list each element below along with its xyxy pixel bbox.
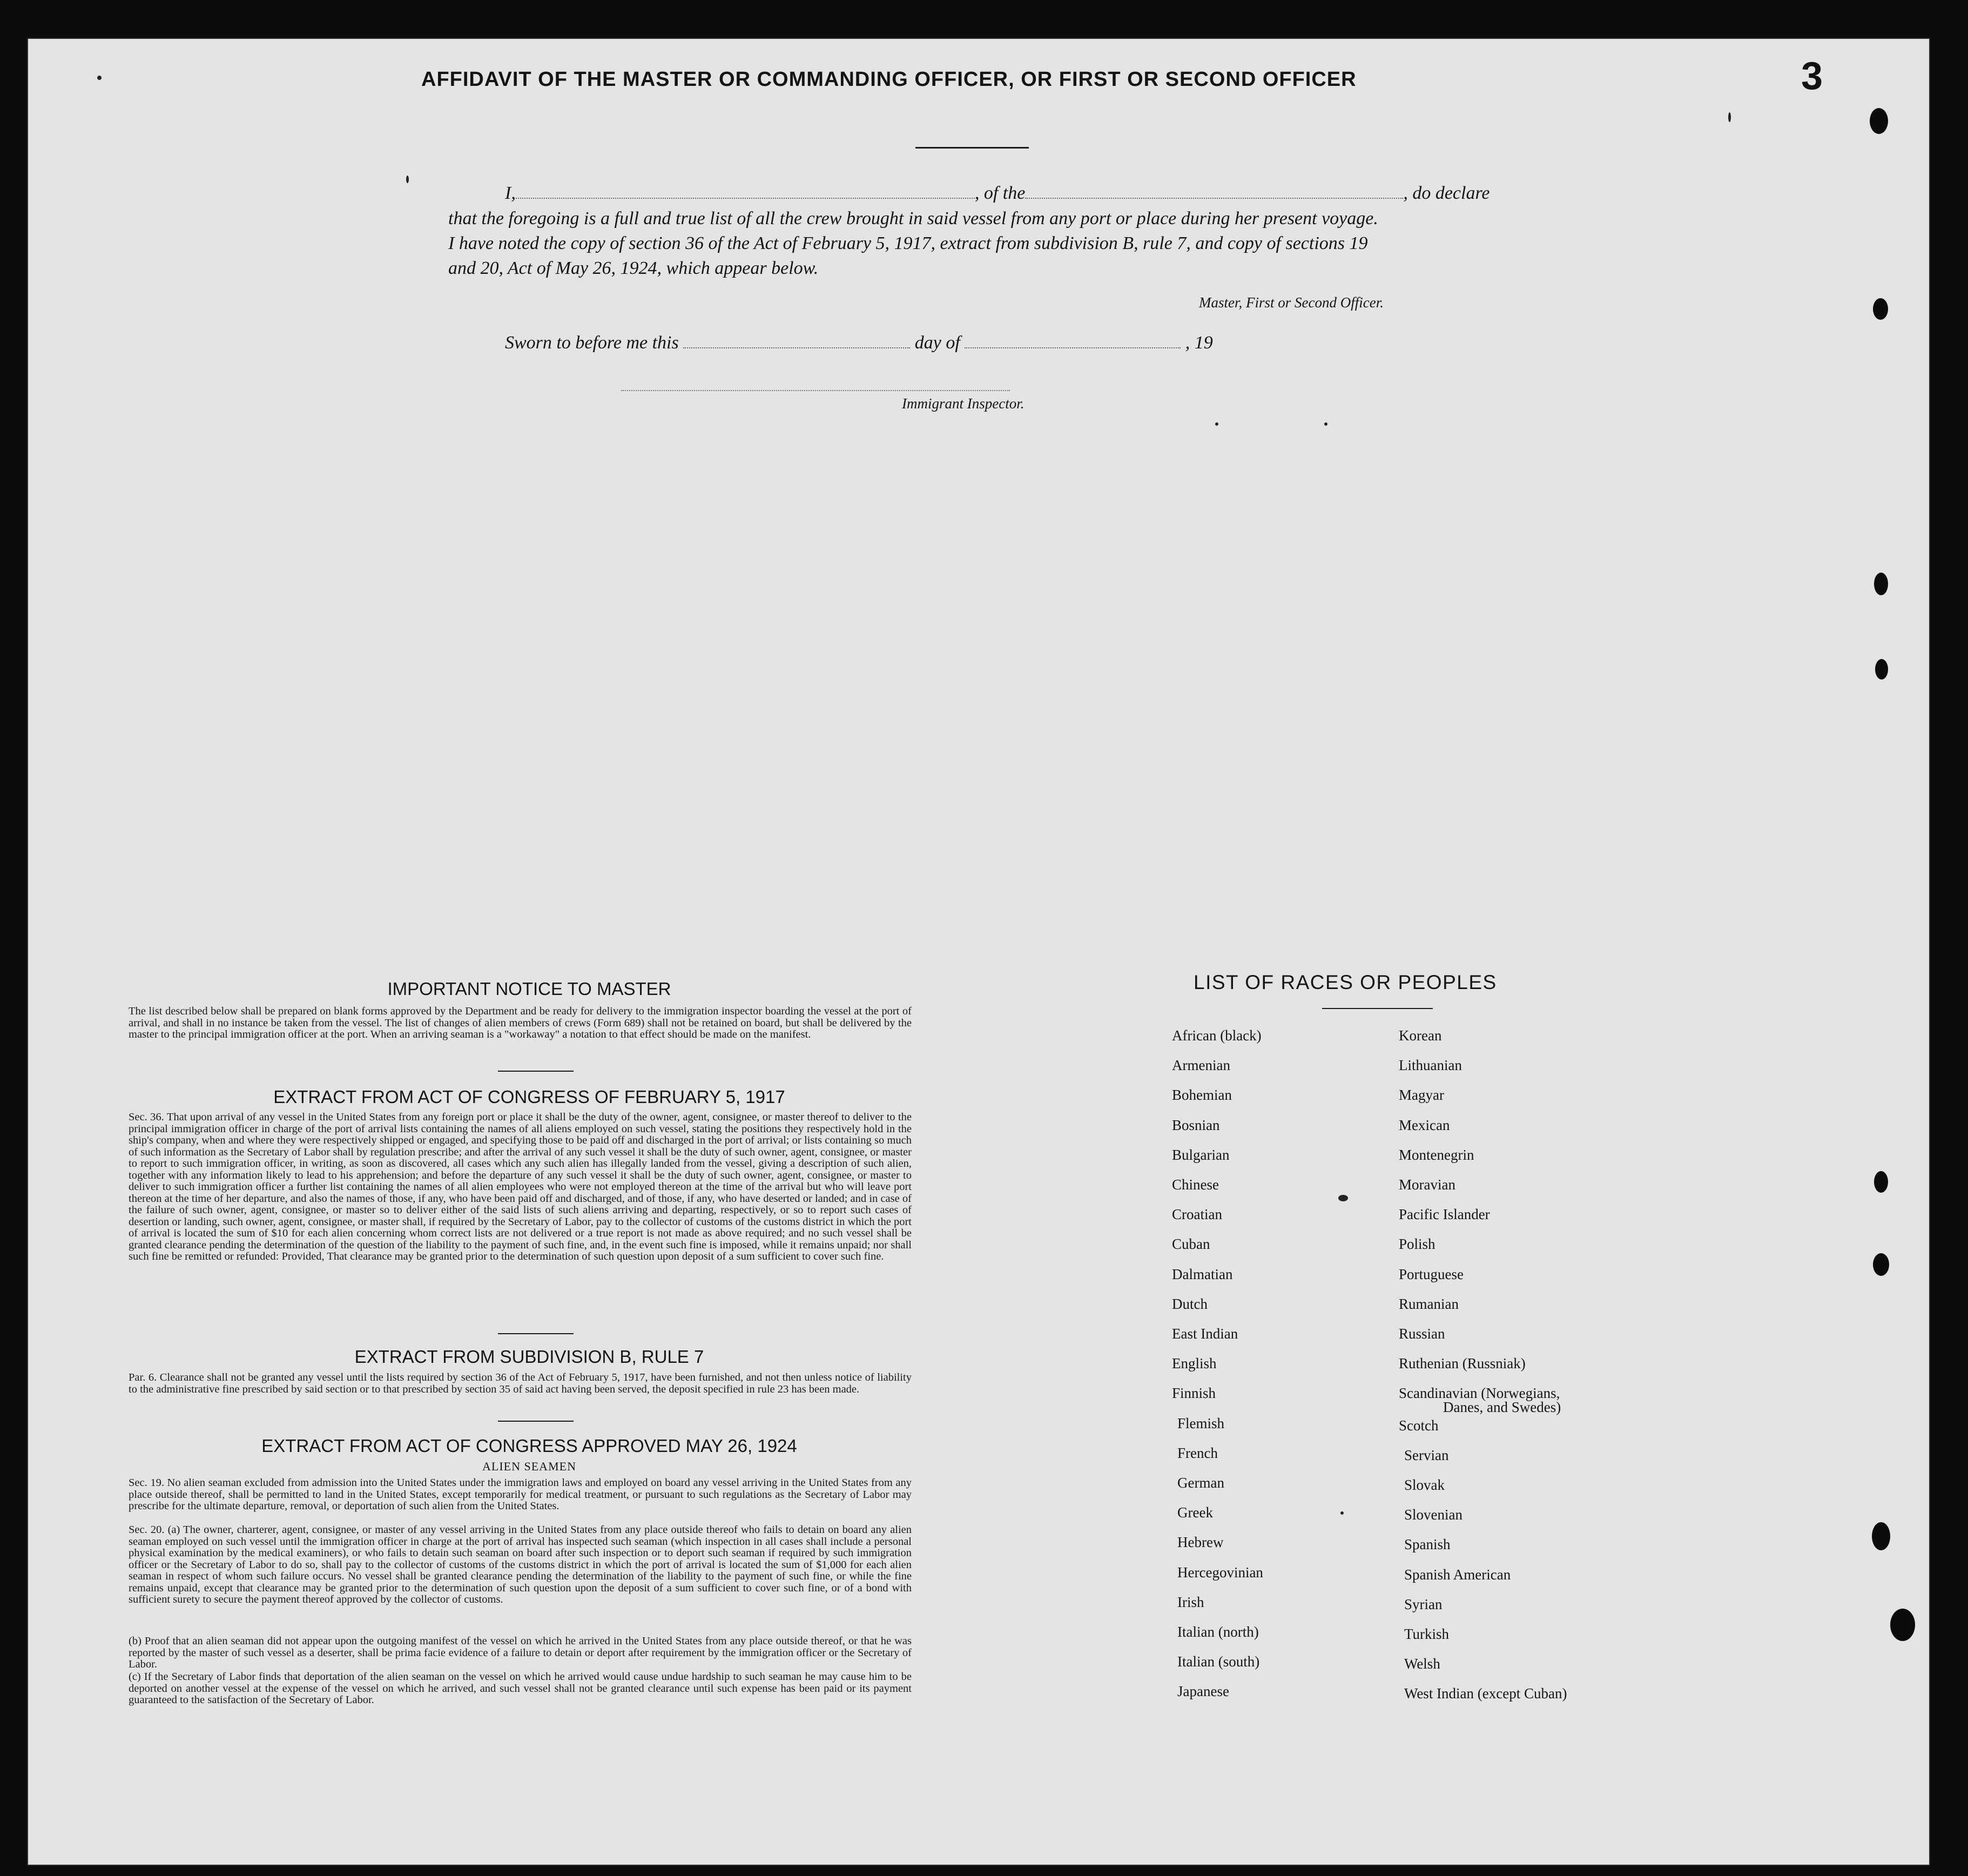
notice-heading: IMPORTANT NOTICE TO MASTER [387, 979, 671, 999]
rule7-divider [498, 1421, 574, 1422]
rule7-heading: EXTRACT FROM SUBDIVISION B, RULE 7 [354, 1347, 704, 1367]
race-item: Portuguese [1399, 1266, 1464, 1282]
speck [1340, 1511, 1344, 1515]
race-item: Magyar [1399, 1087, 1444, 1104]
race-item: Flemish [1177, 1415, 1225, 1431]
race-item: Dutch [1172, 1295, 1208, 1312]
race-item: Armenian [1172, 1057, 1230, 1074]
race-item: Scandinavian (Norwegians, [1399, 1385, 1560, 1402]
binder-hole [1873, 1253, 1889, 1276]
binder-hole [1875, 659, 1888, 680]
sworn-label: Sworn to before me this [505, 333, 679, 353]
races-right-column [1399, 1027, 1647, 1703]
speck [406, 176, 409, 183]
race-item: African (black) [1172, 1027, 1262, 1044]
extract-1917-text: Sec. 36. That upon arrival of any vessel in the United States from any foreign port or place it shall be the duty of the owner, agent, consignee, or master thereof to deliver to the principal immigration officer in charge of the port of arrival lists containing the names of all aliens employed on such vessel, stating the positions they respectively hold in the ship's company, when and where they were respectively shipped or engaged, and specifying those to be paid off and discharged in the port of arrival; or lists containing so much of such information as the Secretary of Labor shall by regulation prescribe; and after the arrival of any such vessel it shall be the duty of such owner, agent, consignee, or master to report to such immigration officer, in writing, as soon as discovered, all cases which any such alien has illegally landed from the vessel, giving a description of such alien, together with any information likely to lead to his apprehension; and before the departure of any such vessel it shall be the duty of such owner, agent, consignee, or master to deliver to such immigration officer a further list containing the names of all alien employees who were not employed thereon at the time of the arrival but who will leave port thereon at the time of her departure, and also the names of those, if any, who have been paid off and discharged, and of those, if any, who have deserted or landed; and in case of the failure of such owner, agent, consignee, or master so to deliver either of the said lists of such aliens arriving and departing, respectively, or so to report such cases of desertion or landing, such owner, agent, consignee, or master shall, if required by the Secretary of Labor, pay to the collector of customs of the customs district in which the port of arrival is located the sum of $10 for each alien concerning whom correct lists are not delivered or a true report is not made as above required; and no such vessel shall be granted clearance pending the determination of the question of the liability to the payment of such fine, and, in the event such fine is imposed, while it remains unpaid; nor shall such fine be remitted or refunded: Provided, That clearance may be granted prior to the determination of such question upon deposit of a sum sufficient to cover such fine. [129, 1111, 912, 1262]
race-item: Croatian [1172, 1206, 1222, 1223]
race-item: Servian [1404, 1447, 1449, 1463]
inspector-label: Immigrant Inspector. [902, 395, 1025, 412]
race-item: Finnish [1172, 1385, 1216, 1402]
binder-hole [1873, 298, 1888, 320]
race-item: French [1177, 1444, 1218, 1461]
sec20b-text: (b) Proof that an alien seaman did not appear upon the outgoing manifest of the vessel on which he arrived in the United States from any place outside thereof, or that he was reported by the master of such vessel as a deserter, shall be prima facie evidence of a failure to detain or deport after requirement by the immigration officer or the Secretary of Labor. [129, 1635, 912, 1670]
race-item: Bohemian [1172, 1087, 1232, 1104]
race-item: Hebrew [1177, 1534, 1224, 1551]
inspector-signature-line[interactable] [621, 390, 1010, 391]
notice-divider [498, 1071, 574, 1072]
race-item: Irish [1177, 1593, 1204, 1610]
race-item: Chinese [1172, 1176, 1219, 1193]
race-item: West Indian (except Cuban) [1404, 1685, 1567, 1702]
race-item: Lithuanian [1399, 1057, 1462, 1074]
master-signature-label: Master, First or Second Officer. [1199, 294, 1384, 311]
of-the-label: , of the [974, 183, 1026, 203]
extract-1917-heading: EXTRACT FROM ACT OF CONGRESS OF FEBRUARY 5, 1917 [273, 1087, 785, 1107]
binder-hole [1874, 573, 1888, 595]
extract-1924-heading: EXTRACT FROM ACT OF CONGRESS APPROVED MAY 26, 1924 [261, 1436, 797, 1456]
speck [97, 76, 102, 80]
affidavit-title: AFFIDAVIT OF THE MASTER OR COMMANDING OFFICER, OR FIRST OR SECOND OFFICER [421, 68, 1357, 91]
sec19-text: Sec. 19. No alien seaman excluded from admission into the United States under the immigration laws and employed on board any vessel arriving in the United States from any place outside thereof, shall be permitted to land in the United States, except temporarily for medical treatment, or pursuant to such regulations as the Secretary of Labor may prescribe for the ultimate departure, removal, or deportation of such alien from the United States. [129, 1477, 912, 1512]
race-item: Spanish [1404, 1536, 1451, 1553]
speck [1215, 422, 1218, 426]
notice-text: The list described below shall be prepared on blank forms approved by the Department and be ready for delivery to the immigration inspector boarding the vessel at the port of arrival, and shall in no instance be taken from the vessel. The list of changes of alien members of crews (Form 689) shall not be retained on board, but shall be delivered by the master to the principal immigration officer at the port. When an arriving seaman is a "workaway" a notation to that effect should be made on the manifest. [129, 1005, 912, 1040]
race-item: Scotch [1399, 1417, 1439, 1434]
race-item: East Indian [1172, 1326, 1238, 1342]
speck [1728, 112, 1731, 122]
affidavit-line-2: that the foregoing is a full and true list of all the crew brought in said vessel from any port or place during her present voyage. [448, 209, 1378, 228]
race-item: Dalmatian [1172, 1266, 1233, 1282]
race-item: Korean [1399, 1027, 1442, 1044]
race-item: Pacific Islander [1399, 1206, 1490, 1223]
race-item: Turkish [1404, 1626, 1450, 1642]
race-item: Bosnian [1172, 1117, 1220, 1133]
binder-hole [1870, 108, 1888, 134]
race-item: Hercegovinian [1177, 1564, 1263, 1581]
races-heading: LIST OF RACES OR PEOPLES [1194, 971, 1497, 993]
name-field[interactable] [516, 183, 975, 199]
day-of-label: day of [914, 333, 960, 353]
race-item: Italian (north) [1177, 1624, 1259, 1640]
race-item: Spanish American [1404, 1566, 1511, 1583]
speck [1324, 422, 1327, 426]
sworn-line [505, 331, 1213, 355]
race-item: Moravian [1399, 1176, 1455, 1193]
races-left-column [1172, 1027, 1399, 1703]
binder-hole [1874, 1171, 1888, 1193]
race-item: Greek [1177, 1504, 1213, 1521]
race-item: Bulgarian [1172, 1146, 1230, 1163]
race-item: Russian [1399, 1326, 1445, 1342]
year-label: , 19 [1185, 333, 1213, 353]
race-item: Japanese [1177, 1683, 1229, 1700]
affidavit-line-4: and 20, Act of May 26, 1924, which appear below. [448, 258, 819, 278]
vessel-field[interactable] [1025, 183, 1403, 199]
race-item: English [1172, 1355, 1217, 1372]
race-item: Montenegrin [1399, 1146, 1474, 1163]
do-declare-label: , do declare [1403, 183, 1490, 203]
affidavit-line-3: I have noted the copy of section 36 of the Act of February 5, 1917, extract from subdivision B, rule 7, and copy of sections 19 [448, 233, 1368, 253]
binder-hole [1872, 1522, 1890, 1550]
race-item: Slovak [1404, 1477, 1445, 1493]
race-item: German [1177, 1475, 1224, 1491]
title-divider [915, 147, 1029, 149]
alien-seamen-subheading: ALIEN SEAMEN [482, 1460, 576, 1473]
sworn-month-field[interactable] [965, 332, 1181, 348]
speck [1338, 1195, 1348, 1201]
race-item: Welsh [1404, 1656, 1440, 1672]
sec20a-text: Sec. 20. (a) The owner, charterer, agent, consignee, or master of any vessel arriving in the United States from any place outside thereof who fails to detain on board any alien seaman employed on such vessel until the immigration officer in charge at the port of arrival has inspected such seaman (which inspection in all cases shall include a personal physical examination by the medical examiners), or who fails to detain such seaman on board after such inspection or to deport such seaman if required by such immigration officer or the Secretary of Labor to do so, shall pay to the collector of customs of the customs district in which the port of arrival is located the sum of $1,000 for each alien seaman in respect of whom such failure occurs. No vessel shall be granted clearance pending the determination of the liability to the payment of such fine, or while the fine remains unpaid, except that clearance may be granted prior to the determination of such question upon the deposit of a sum sufficient to cover such fine, or of a bond with sufficient surety to secure the payment thereof approved by the collector of customs. [129, 1524, 912, 1605]
race-item: Mexican [1399, 1117, 1450, 1133]
race-item: Slovenian [1404, 1507, 1462, 1523]
race-item: Danes, and Swedes) [1443, 1399, 1561, 1416]
race-item: Italian (south) [1177, 1653, 1260, 1670]
rule7-text: Par. 6. Clearance shall not be granted any vessel until the lists required by section 36 of the Act of February 5, 1917, have been furnished, and not then unless notice of liability to the administrative fine prescribed by said section or to that prescribed by section 35 of said act having been served, the deposit specified in rule 23 has been made. [129, 1371, 912, 1395]
race-item: Cuban [1172, 1236, 1210, 1253]
affidavit-line-1 [505, 181, 1490, 206]
race-item: Syrian [1404, 1596, 1443, 1612]
sec20c-text: (c) If the Secretary of Labor finds that deportation of the alien seaman on the vessel on which he arrived would cause undue hardship to such seaman he may cause him to be deported on another vessel at the expense of the vessel on which he arrived, and such vessel shall not be granted clearance until such expense has been paid or its payment guaranteed to the satisfaction of the Secretary of Labor. [129, 1671, 912, 1706]
i-label: I, [505, 183, 516, 203]
sworn-day-field[interactable] [683, 332, 910, 348]
races-divider [1322, 1008, 1433, 1009]
race-item: Ruthenian (Russniak) [1399, 1355, 1526, 1372]
extract-1917-divider [498, 1333, 574, 1334]
binder-hole [1890, 1609, 1915, 1641]
race-item: Rumanian [1399, 1295, 1459, 1312]
corner-page-number: 3 [1801, 55, 1823, 98]
race-item: Polish [1399, 1236, 1435, 1253]
